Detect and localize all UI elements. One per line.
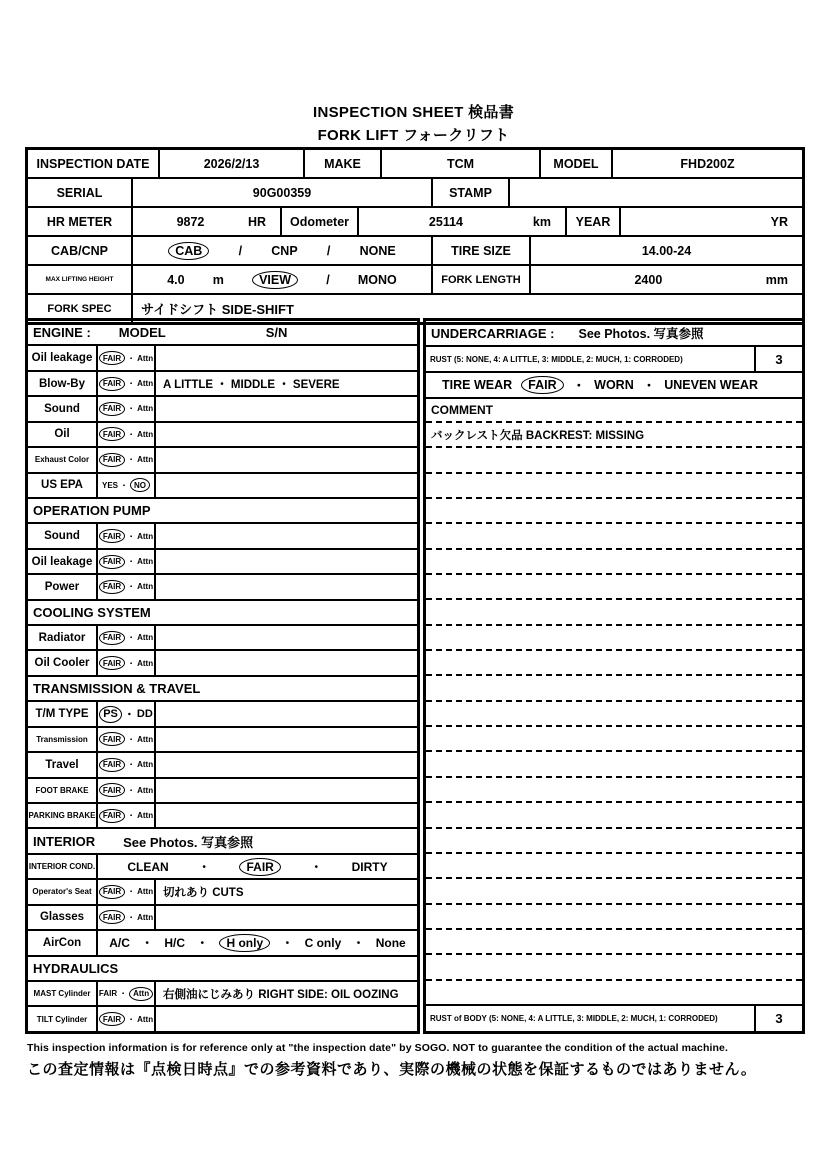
year-cell <box>621 208 802 235</box>
row-label: Transmission <box>28 728 98 751</box>
row-comment <box>156 626 417 649</box>
separator-dot: ・ <box>127 353 136 363</box>
tire-size-label: TIRE SIZE <box>433 237 531 264</box>
separator-dot: ・ <box>127 455 136 465</box>
header-row-1 <box>28 150 802 179</box>
rating-cell <box>98 931 417 954</box>
header-row-3 <box>28 208 802 237</box>
rating-cell <box>98 423 156 446</box>
page-title: INSPECTION SHEET 検品書 <box>312 104 515 121</box>
separator-dot: ・ <box>127 734 136 744</box>
rating-cell <box>98 550 156 573</box>
header-table <box>25 147 805 325</box>
tire-wear-row <box>426 373 802 399</box>
separator-dot: ・ <box>127 582 136 592</box>
make-value: TCM <box>382 150 541 177</box>
separator-dot: ・ <box>127 557 136 566</box>
comment-line <box>426 854 802 879</box>
rating-cell <box>98 575 156 598</box>
option: UNEVEN WEAR <box>664 378 758 392</box>
inspection-row <box>28 779 417 804</box>
row-label: Sound <box>28 524 98 547</box>
inspection-row <box>28 346 417 371</box>
separator-dot: ・ <box>198 860 211 875</box>
slash-separator: / <box>238 243 243 258</box>
row-label: Glasses <box>28 906 98 929</box>
row-label: AirCon <box>28 931 98 954</box>
row-comment <box>156 550 417 573</box>
fork-length-unit: mm <box>765 272 788 287</box>
selected-option: FAIR <box>99 377 125 391</box>
row-comment <box>156 397 417 420</box>
tire-size-value: 14.00-24 <box>641 243 692 258</box>
selected-option: VIEW <box>252 271 298 289</box>
inspection-row <box>28 423 417 448</box>
make-label: MAKE <box>305 150 382 177</box>
undercarriage-header <box>426 321 802 347</box>
selected-option: FAIR <box>99 351 125 365</box>
row-comment <box>156 651 417 674</box>
separator-dot: ・ <box>127 912 136 922</box>
section-header-text: MODEL <box>118 325 166 341</box>
rating-cell <box>98 804 156 827</box>
inspection-row <box>28 728 417 753</box>
separator-dot: ・ <box>127 887 136 897</box>
separator-dot: ・ <box>352 936 365 951</box>
comment-line <box>426 930 802 955</box>
selected-option: FAIR <box>99 529 125 543</box>
hr-meter-cell <box>133 208 282 235</box>
option: Attn <box>137 429 154 439</box>
model-label: MODEL <box>541 150 613 177</box>
option: Attn <box>137 353 154 363</box>
separator-dot: ・ <box>310 860 323 875</box>
inspection-date-label: INSPECTION DATE <box>28 150 160 177</box>
separator-dot: ・ <box>127 785 136 795</box>
option: DD <box>136 708 153 721</box>
rating-cell <box>98 346 156 369</box>
row-label: Travel <box>28 753 98 776</box>
comment-area <box>426 423 802 1004</box>
rating-cell <box>98 728 156 751</box>
rating-cell <box>98 982 156 1005</box>
row-label: Exhaust Color <box>28 448 98 471</box>
selected-option: Attn <box>129 987 153 1001</box>
separator-dot: ・ <box>127 531 136 541</box>
comment-line <box>426 955 802 980</box>
option: MONO <box>357 272 397 287</box>
separator-dot: ・ <box>127 1014 136 1024</box>
separator-dot: ・ <box>572 379 586 393</box>
comment-line: バックレスト欠品 BACKREST: MISSING <box>426 423 802 448</box>
row-comment <box>156 575 417 598</box>
section-header <box>28 601 417 626</box>
fork-spec-value: サイドシフト SIDE-SHIFT <box>141 302 294 317</box>
inspection-row <box>28 753 417 778</box>
option: YES <box>101 480 118 490</box>
separator-dot: ・ <box>281 936 294 951</box>
option: Attn <box>137 760 154 770</box>
section-header <box>28 677 417 702</box>
comment-line <box>426 626 802 651</box>
inspection-row <box>28 804 417 829</box>
row-comment <box>156 448 417 471</box>
fork-length-value: 2400 <box>634 272 663 287</box>
comment-line <box>426 600 802 625</box>
section-header-text: S/N <box>265 325 288 341</box>
comment-line <box>426 524 802 549</box>
separator-dot: ・ <box>196 936 209 951</box>
inspection-row <box>28 550 417 575</box>
option: CLEAN <box>127 859 169 874</box>
section-header-text: See Photos. 写真参照 <box>123 834 254 850</box>
rust-body-row <box>426 1004 802 1031</box>
fork-length-label: FORK LENGTH <box>433 266 531 293</box>
section-header-text: HYDRAULICS <box>33 960 119 976</box>
row-label: INTERIOR COND. <box>28 855 98 878</box>
odometer-cell <box>359 208 567 235</box>
selected-option: FAIR <box>99 656 125 670</box>
odometer-value: 25114 <box>428 214 463 229</box>
option: Attn <box>137 811 154 821</box>
inspection-row <box>28 880 417 905</box>
inspection-row <box>28 1007 417 1030</box>
hr-meter-unit: HR <box>247 214 266 229</box>
selected-option: FAIR <box>99 580 125 594</box>
section-header-text: INTERIOR <box>33 833 96 849</box>
rust-label: RUST (5: NONE, 4: A LITTLE, 3: MIDDLE, 2: MUCH, 1: CORRODED) <box>430 354 683 364</box>
separator-dot: ・ <box>127 429 136 439</box>
rating-cell <box>98 855 417 878</box>
odometer-label: Odometer <box>282 208 359 235</box>
stamp-label: STAMP <box>433 179 510 206</box>
option: Attn <box>137 531 154 541</box>
tire-wear-label: TIRE WEAR <box>442 378 513 392</box>
row-label: Power <box>28 575 98 598</box>
header-row-4 <box>28 237 802 266</box>
option: Attn <box>137 404 154 414</box>
section-header-text: OPERATION PUMP <box>33 503 151 519</box>
option: Attn <box>137 734 154 744</box>
option: Attn <box>137 1014 154 1024</box>
separator-dot: ・ <box>120 480 128 490</box>
cab-cnp-label: CAB/CNP <box>28 237 133 264</box>
rust-value: 3 <box>754 347 802 371</box>
row-label: PARKING BRAKE <box>28 804 98 827</box>
row-label: US EPA <box>28 474 98 497</box>
comment-line <box>426 981 802 1004</box>
row-label: T/M TYPE <box>28 702 98 725</box>
slash-separator: / <box>326 243 331 258</box>
option: CNP <box>271 243 298 258</box>
comment-line <box>426 727 802 752</box>
inspection-row <box>28 626 417 651</box>
separator-dot: ・ <box>123 709 135 722</box>
selected-option: FAIR <box>239 858 280 876</box>
fork-spec-label: FORK SPEC <box>28 295 133 322</box>
year-label: YEAR <box>567 208 621 235</box>
option: FAIR <box>98 989 118 999</box>
option: DIRTY <box>351 859 388 874</box>
selected-option: FAIR <box>99 453 125 467</box>
inspection-row <box>28 397 417 422</box>
comment-line <box>426 448 802 473</box>
comment-line <box>426 550 802 575</box>
selected-option: FAIR <box>99 1012 125 1026</box>
row-comment <box>156 804 417 827</box>
disclaimer-english: This inspection information is for reference only at "the inspection date" by SOGO. NOT to guarantee the condition of the actual machine. <box>27 1042 728 1054</box>
comment-line <box>426 575 802 600</box>
comment-line <box>426 702 802 727</box>
option: C only <box>304 935 342 950</box>
inspection-row <box>28 702 417 727</box>
rating-cell <box>98 372 156 395</box>
option: NONE <box>359 243 396 258</box>
row-label: Oil Cooler <box>28 651 98 674</box>
cab-cnp-options <box>133 237 433 264</box>
row-label: FOOT BRAKE <box>28 779 98 802</box>
selected-option: FAIR <box>99 758 125 772</box>
separator-dot: ・ <box>642 379 656 393</box>
option: H/C <box>164 935 186 950</box>
slash-separator: / <box>326 272 330 287</box>
row-comment <box>156 524 417 547</box>
serial-label: SERIAL <box>28 179 133 206</box>
comment-line <box>426 905 802 930</box>
separator-dot: ・ <box>127 658 136 668</box>
inspection-row <box>28 855 417 880</box>
option: Attn <box>137 557 154 566</box>
selected-option: FAIR <box>99 809 125 823</box>
undercarriage-label: UNDERCARRIAGE : <box>431 325 555 341</box>
separator-dot: ・ <box>141 936 154 951</box>
hr-meter-label: HR METER <box>28 208 133 235</box>
comment-line <box>426 499 802 524</box>
rating-cell <box>98 524 156 547</box>
selected-option: FAIR <box>99 402 125 416</box>
comment-header: COMMENT <box>426 399 802 423</box>
option: Attn <box>137 785 154 795</box>
comment-line <box>426 474 802 499</box>
section-header-text: ENGINE : <box>33 325 91 341</box>
rating-cell <box>98 702 156 725</box>
inspection-row <box>28 474 417 499</box>
section-header <box>28 499 417 524</box>
left-table <box>25 318 420 1034</box>
max-lifting-height-label: MAX LIFTING HEIGHT <box>28 266 133 293</box>
disclaimer-japanese: この査定情報は『点検日時点』での参考資料であり、実際の機械の状態を保証するものではありません。 <box>27 1061 757 1078</box>
row-comment: 切れあり CUTS <box>163 886 244 899</box>
comment-line <box>426 752 802 777</box>
option: Attn <box>137 455 154 465</box>
option: WORN <box>594 378 634 392</box>
option: None <box>375 935 406 950</box>
rating-cell <box>98 397 156 420</box>
option: Attn <box>137 582 154 592</box>
row-label: Blow-By <box>28 372 98 395</box>
selected-option: CAB <box>168 242 209 260</box>
separator-dot: ・ <box>127 379 136 389</box>
comment-line <box>426 879 802 904</box>
rating-cell <box>98 1007 156 1030</box>
row-comment <box>156 346 417 369</box>
row-comment: 右側油にじみあり RIGHT SIDE: OIL OOZING <box>163 988 399 1001</box>
section-header <box>28 321 417 346</box>
year-unit: YR <box>770 214 788 229</box>
row-comment <box>156 906 417 929</box>
inspection-row <box>28 524 417 549</box>
selected-option: FAIR <box>99 732 125 746</box>
rating-cell <box>98 651 156 674</box>
row-label: Operator's Seat <box>28 880 98 903</box>
selected-option: FAIR <box>99 631 125 645</box>
rust-row <box>426 347 802 373</box>
inspection-row <box>28 575 417 600</box>
rating-cell <box>98 626 156 649</box>
selected-option: FAIR <box>99 555 125 569</box>
row-comment <box>156 779 417 802</box>
row-label: Sound <box>28 397 98 420</box>
model-value: FHD200Z <box>680 156 735 171</box>
row-label: Oil <box>28 423 98 446</box>
inspection-row <box>28 931 417 956</box>
rating-cell <box>98 474 156 497</box>
inspection-row <box>28 448 417 473</box>
row-label: MAST Cylinder <box>28 982 98 1005</box>
inspection-row <box>28 982 417 1007</box>
selected-option: FAIR <box>99 910 125 924</box>
stamp-value <box>510 179 802 206</box>
row-label: Oil leakage <box>28 346 98 369</box>
odometer-unit: km <box>532 214 551 229</box>
inspection-row <box>28 906 417 931</box>
selected-option: PS <box>99 706 122 723</box>
separator-dot: ・ <box>127 404 136 414</box>
option: A/C <box>109 935 130 950</box>
rating-cell <box>98 880 156 903</box>
hr-meter-value: 9872 <box>176 214 205 229</box>
row-comment <box>156 753 417 776</box>
separator-dot: ・ <box>119 989 128 999</box>
comment-line <box>426 778 802 803</box>
rating-cell <box>98 753 156 776</box>
section-header <box>28 957 417 982</box>
row-comment <box>156 423 417 446</box>
fork-length-cell <box>531 266 802 293</box>
inspection-date-value: 2026/2/13 <box>160 150 305 177</box>
right-table <box>423 318 805 1034</box>
row-label: TILT Cylinder <box>28 1007 98 1030</box>
rating-cell <box>98 779 156 802</box>
selected-option: FAIR <box>521 376 563 394</box>
comment-line <box>426 803 802 828</box>
comment-line <box>426 651 802 676</box>
rust-body-label: RUST of BODY (5: NONE, 4: A LITTLE, 3: MIDDLE, 2: MUCH, 1: CORRODED) <box>430 1014 718 1023</box>
rating-cell <box>98 906 156 929</box>
rating-cell <box>98 448 156 471</box>
see-photos-note: See Photos. 写真参照 <box>578 327 704 341</box>
page-subtitle: FORK LIFT フォークリフト <box>317 127 510 144</box>
row-label: Radiator <box>28 626 98 649</box>
row-comment: A LITTLE ・ MIDDLE ・ SEVERE <box>163 378 340 391</box>
selected-option: H only <box>219 934 270 952</box>
option: Attn <box>137 633 154 643</box>
option: Attn <box>137 912 154 922</box>
max-lifting-height-value: 4.0 <box>167 272 185 287</box>
section-header-text: COOLING SYSTEM <box>33 604 151 620</box>
rust-body-value: 3 <box>754 1006 802 1031</box>
selected-option: NO <box>130 478 150 492</box>
header-row-2 <box>28 179 802 208</box>
serial-value: 90G00359 <box>133 179 433 206</box>
comment-line <box>426 676 802 701</box>
row-label: Oil leakage <box>28 550 98 573</box>
selected-option: FAIR <box>99 783 125 797</box>
option: Attn <box>137 658 154 668</box>
header-row-5 <box>28 266 802 295</box>
selected-option: FAIR <box>99 427 125 441</box>
option: Attn <box>137 379 154 389</box>
selected-option: FAIR <box>99 885 125 899</box>
comment-line <box>426 829 802 854</box>
section-header <box>28 829 417 854</box>
inspection-row <box>28 372 417 397</box>
row-comment <box>156 702 417 725</box>
row-comment <box>156 1007 417 1030</box>
section-header-text: TRANSMISSION & TRAVEL <box>33 681 201 697</box>
max-lifting-height-cell <box>133 266 433 293</box>
separator-dot: ・ <box>127 760 136 770</box>
row-comment <box>156 474 417 497</box>
separator-dot: ・ <box>127 811 136 821</box>
option: Attn <box>137 887 154 897</box>
max-lifting-height-unit: m <box>212 272 224 287</box>
row-comment <box>156 728 417 751</box>
inspection-row <box>28 651 417 676</box>
separator-dot: ・ <box>127 633 136 643</box>
